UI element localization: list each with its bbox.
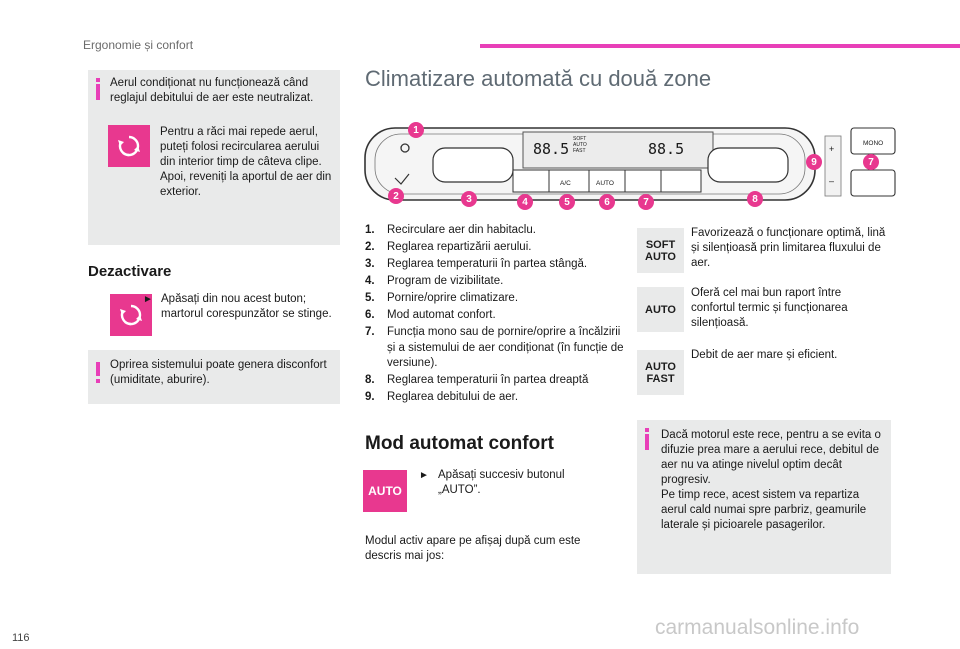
recirculation-icon xyxy=(115,132,143,160)
fan-plus-label: + xyxy=(829,144,835,154)
warning-icon xyxy=(96,362,100,376)
mode-auto-tile: AUTO xyxy=(637,287,684,332)
bullet-arrow-icon: ► xyxy=(419,470,429,481)
mod-heading: Mod automat confort xyxy=(365,433,554,454)
callout-marker: 7 xyxy=(863,154,879,170)
fast-label: FAST xyxy=(573,148,586,154)
info-note: Aerul condiționat nu funcționează când reglajul debitului de aer este neutralizat. xyxy=(110,77,314,104)
callout-marker: 3 xyxy=(461,191,477,207)
list-item: 6. Mod automat confort. xyxy=(365,309,496,321)
page-number: 116 xyxy=(12,632,30,644)
watermark: carmanualsonline.info xyxy=(655,616,860,639)
controls-list xyxy=(365,223,625,407)
recirculation-text: Pentru a răci mai repede aerul, puteți folosi recircularea aerului din interior timp de câteva clipe. Apoi, reveniți la aportul de aer din exterior. xyxy=(160,126,332,198)
info-icon xyxy=(96,84,100,100)
ac-button-label: A/C xyxy=(560,180,571,187)
warning-text: Oprirea sistemului poate genera disconfort (umiditate, aburire). xyxy=(110,359,327,386)
deactivation-heading: Dezactivare xyxy=(88,263,172,280)
bullet-arrow-icon: ► xyxy=(143,294,153,305)
callout-marker: 4 xyxy=(517,194,533,210)
callout-marker: 2 xyxy=(388,188,404,204)
recirculation-icon xyxy=(117,301,145,329)
mode-auto-text: Oferă cel mai bun raport între confortul termic și funcționarea silențioasă. xyxy=(691,287,848,329)
info-icon xyxy=(645,434,649,450)
section-header: Ergonomie și confort xyxy=(83,38,194,52)
auto-button-label: AUTO xyxy=(596,180,614,187)
callout-marker: 7 xyxy=(638,194,654,210)
callout-marker: 5 xyxy=(559,194,575,210)
mode-auto-fast-text: Debit de aer mare și eficient. xyxy=(691,349,838,361)
mono-button-label: MONO xyxy=(863,140,884,147)
right-temp-display: 88.5 xyxy=(648,140,685,158)
list-item: 5. Pornire/oprire climatizare. xyxy=(365,292,519,304)
recirculation-tile xyxy=(108,125,150,167)
left-info-panel xyxy=(88,70,340,245)
list-item: 8. Reglarea temperaturii în partea dreaptă xyxy=(365,374,589,386)
list-item: 2. Reglarea repartizării aerului. xyxy=(365,241,532,253)
callout-marker: 6 xyxy=(599,194,615,210)
callout-marker: 1 xyxy=(408,122,424,138)
mod-step-text: Apăsați succesiv butonul „AUTO”. xyxy=(438,469,565,496)
right-info-text: Dacă motorul este rece, pentru a se evita o difuzie prea mare a aerului rece, debitul de aer nu va atinge nivelul optim decât progresiv. Pe timp rece, acest sistem va repartiza aerul cald numai spre parbriz, geamurile laterale și picioarele pasagerilor. xyxy=(661,429,881,531)
climate-panel-drawing xyxy=(363,118,903,213)
mode-soft-auto-text: Favorizează o funcționare optimă, lină și silențioasă prin limitarea fluxului de aer. xyxy=(691,227,886,269)
callout-marker: 9 xyxy=(806,154,822,170)
auto-tile xyxy=(363,470,407,512)
fan-minus-label: – xyxy=(829,176,835,186)
mode-auto-fast-tile: AUTO FAST xyxy=(637,350,684,395)
warning-panel xyxy=(88,350,340,404)
mod-note: Modul activ apare pe afișaj după cum este descris mai jos: xyxy=(365,535,581,562)
soft-label: SOFT xyxy=(573,136,587,142)
page-title: Climatizare automată cu două zone xyxy=(365,66,712,91)
climate-control-panel xyxy=(363,118,903,213)
header-accent-bar xyxy=(480,44,960,48)
callout-marker: 8 xyxy=(747,191,763,207)
left-temp-display: 88.5 xyxy=(533,140,570,158)
mode-soft-auto-tile: SOFT AUTO xyxy=(637,228,684,273)
auto-tile-label: AUTO xyxy=(368,484,402,498)
right-info-panel xyxy=(637,420,891,574)
list-item: 3. Reglarea temperaturii în partea stângă. xyxy=(365,258,588,270)
list-item: 1. Recirculare aer din habitaclu. xyxy=(365,224,536,236)
deactivation-text: Apăsați din nou acest buton; martorul corespunzător se stinge. xyxy=(161,293,332,320)
auto-small-label: AUTO xyxy=(573,142,587,148)
list-item: 7. Funcția mono sau de pornire/oprire a încălzirii și a sistemului de aer condiționat (în funcție de versiune). xyxy=(365,326,624,369)
list-item: 4. Program de vizibilitate. xyxy=(365,275,504,287)
list-item: 9. Reglarea debitului de aer. xyxy=(365,391,519,403)
